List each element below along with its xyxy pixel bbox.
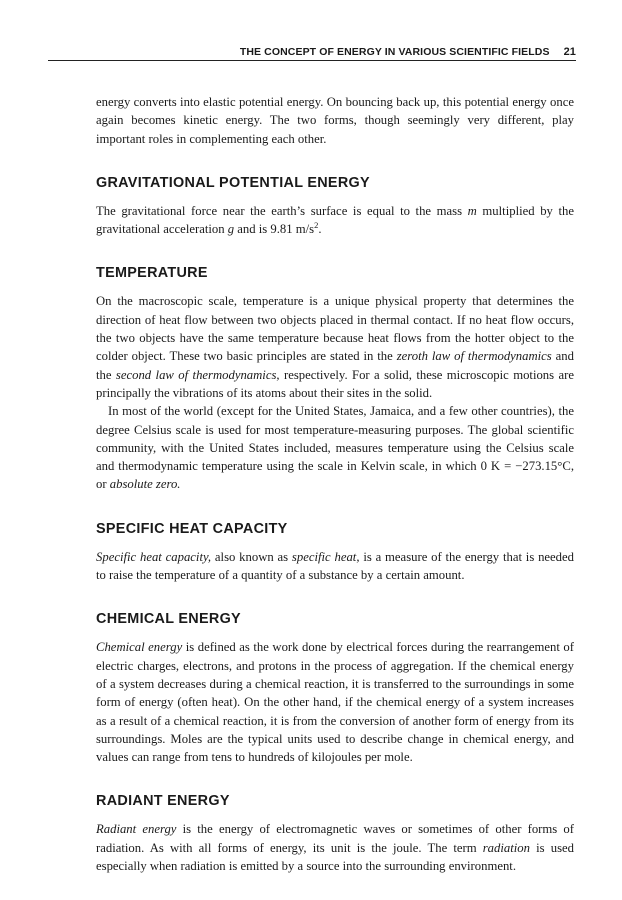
term-specific-heat: specific heat, <box>291 549 360 564</box>
superscript: 2 <box>314 220 319 231</box>
heading-radiant-energy: RADIANT ENERGY <box>96 793 230 810</box>
gravitational-paragraph: The gravitational force near the earth’s surface is equal to the mass m multiplied by the gravitational acceleration g and is 9.81 $m/s^2$. <box>96 203 574 237</box>
term-zeroth-law: zeroth law of thermodynamics <box>396 349 552 364</box>
temperature-paragraph-2: In most of the world (except for the United States, Jamaica, and a few other countries), the degree Celsius scale is used for most temperature-measuring purposes. The global scientific community, with the United States included, measures temperature using the Celsius scale and thermodynamic temperature using the scale in Kelvin scale, in which 0 K = −273.15°C, or absolute zero. <box>96 404 574 492</box>
running-title: THE CONCEPT OF ENERGY IN VARIOUS SCIENTIFIC FIELDS <box>239 46 550 58</box>
heading-temperature: TEMPERATURE <box>96 265 208 282</box>
variable-g: g <box>227 222 235 237</box>
temperature-paragraph-1: On the macroscopic scale, temperature is a unique physical property that determines the direction of heat flow between two objects placed in thermal contact. If no heat flow occurs, the two objects have the same temperature because heat flows from the hotter object to the colder object. These two basic principles are stated in the zeroth law of thermodynamics and the second law of thermodynamics, respectively. For a solid, these microscopic motions are principally the vibrations of its atoms about their sites in the solid. <box>96 294 574 400</box>
heading-chemical-energy: CHEMICAL ENERGY <box>96 611 241 628</box>
running-head <box>48 46 576 58</box>
variable-m: m <box>467 203 477 218</box>
term-chemical-energy: Chemical energy <box>96 640 183 655</box>
heading-gravitational-potential-energy: GRAVITATIONAL POTENTIAL ENERGY <box>96 174 370 191</box>
intro-paragraph: energy converts into elastic potential energy. On bouncing back up, this potential energy once again becomes kinetic energy. The two forms, though seemingly very different, play important roles in complementing each other. <box>96 95 574 146</box>
page-number: 21 <box>563 46 576 58</box>
header-rule <box>48 60 576 61</box>
chemical-paragraph: Chemical energy is defined as the work done by electrical forces during the rearrangement of electric charges, electrons, and protons in the process of aggregation. If the chemical energy of a system decreases during a chemical reaction, it is transferred to the surroundings in some form of energy (often heat). On the other hand, if the chemical energy of a system increases as a result of a chemical reaction, it is from the conversion of another form of energy from its surroundings. Moles are the typical units used to describe change in chemical energy, and values can range from tens to hundreds of kilojoules per mole. <box>96 640 574 765</box>
term-radiation: radiation <box>482 840 530 855</box>
radiant-paragraph: Radiant energy is the energy of electromagnetic waves or sometimes of other forms of radiation. As with all forms of energy, its unit is the joule. The term radiation is used especially when radiation is emitted by a source into the surrounding environment. <box>96 822 574 874</box>
specific-heat-paragraph: Specific heat capacity, also known as specific heat, is a measure of the energy that is needed to raise the temperature of a quantity of a substance by a certain amount. <box>96 549 575 583</box>
heading-specific-heat-capacity: SPECIFIC HEAT CAPACITY <box>96 520 288 537</box>
term-radiant-energy: Radiant energy <box>96 822 177 837</box>
page-body <box>96 93 574 875</box>
term-specific-heat-capacity: Specific heat capacity, <box>96 549 212 564</box>
term-second-law: second law of thermodynamics, <box>115 367 280 382</box>
term-absolute-zero: absolute zero. <box>109 477 181 492</box>
